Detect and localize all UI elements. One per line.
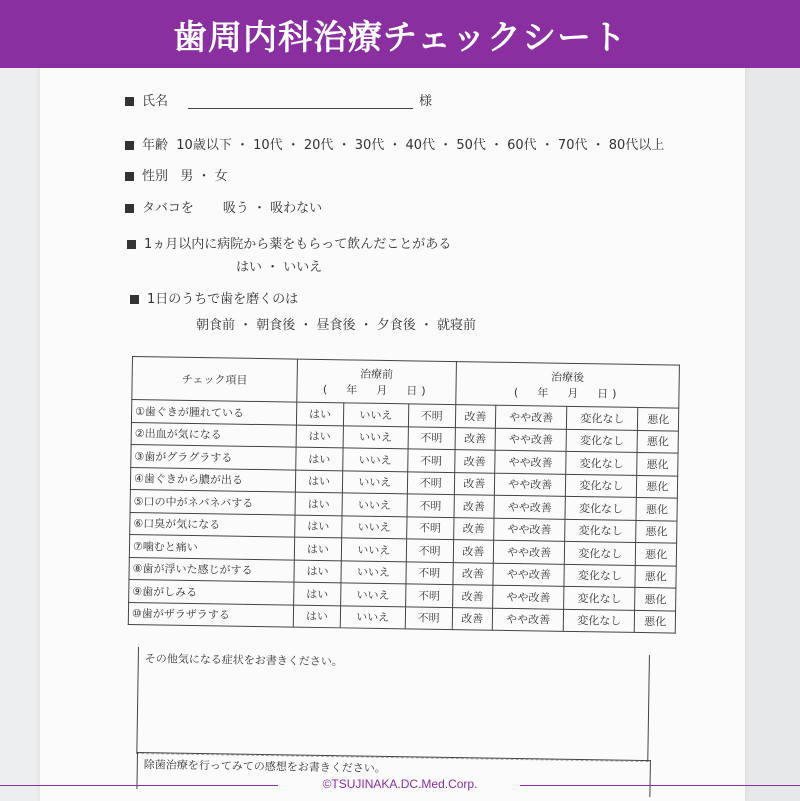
before-option[interactable]: 不明: [406, 561, 453, 584]
background-left: [0, 0, 40, 801]
check-item-label: ①歯ぐきが腫れている: [131, 400, 296, 425]
after-option[interactable]: 変化なし: [566, 474, 638, 498]
after-option[interactable]: 改善: [453, 562, 494, 585]
before-option[interactable]: はい: [296, 447, 343, 470]
name-label: 氏名: [142, 94, 169, 109]
after-option[interactable]: 変化なし: [566, 429, 638, 453]
before-option[interactable]: 不明: [408, 426, 455, 449]
gender-label: 性別: [142, 169, 169, 184]
before-option[interactable]: 不明: [405, 584, 452, 607]
other-symptoms-prompt: その他気になる症状をお書きください。: [144, 652, 343, 669]
after-option[interactable]: 変化なし: [563, 609, 635, 633]
before-option[interactable]: いいえ: [343, 448, 408, 472]
after-option[interactable]: 悪化: [636, 520, 677, 543]
age-options[interactable]: 10歳以下 ・ 10代 ・ 20代 ・ 30代 ・ 40代 ・ 50代 ・ 60代 ・ 70代 ・ 80代以上: [176, 138, 665, 153]
before-option[interactable]: 不明: [407, 449, 454, 472]
brushing-options[interactable]: 朝食前 ・ 朝食後 ・ 昼食後 ・ 夕食後 ・ 就寝前: [196, 318, 477, 333]
before-option[interactable]: 不明: [406, 539, 453, 562]
before-option[interactable]: いいえ: [342, 493, 407, 517]
after-option[interactable]: 改善: [455, 427, 496, 450]
after-option[interactable]: 改善: [452, 607, 493, 630]
check-item-label: ②出血が気になる: [131, 422, 296, 447]
after-option[interactable]: やや改善: [495, 405, 567, 429]
tobacco-label: タバコを: [142, 201, 194, 216]
name-row: [125, 90, 432, 109]
bullet-icon: [125, 172, 134, 181]
after-option[interactable]: 悪化: [635, 610, 676, 633]
bullet-icon: [125, 204, 134, 213]
check-item-label: ⑦噛むと痛い: [129, 534, 294, 559]
age-row: [125, 134, 664, 153]
after-option[interactable]: 改善: [454, 472, 495, 495]
after-option[interactable]: 変化なし: [565, 541, 637, 565]
after-option[interactable]: やや改善: [494, 495, 566, 519]
item-header: チェック項目: [132, 357, 298, 403]
before-option[interactable]: いいえ: [342, 515, 407, 539]
brushing-row: [130, 288, 298, 307]
after-option[interactable]: 変化なし: [567, 406, 639, 430]
before-option[interactable]: 不明: [407, 494, 454, 517]
after-option[interactable]: 変化なし: [564, 586, 636, 610]
before-option[interactable]: 不明: [407, 471, 454, 494]
other-symptoms-box[interactable]: [136, 647, 650, 762]
after-option[interactable]: 改善: [454, 450, 495, 473]
after-option[interactable]: やや改善: [494, 518, 566, 542]
before-option[interactable]: 不明: [405, 606, 452, 629]
footer-divider-left: [0, 785, 278, 786]
after-option[interactable]: やや改善: [492, 608, 564, 632]
before-option[interactable]: いいえ: [342, 470, 407, 494]
after-option[interactable]: 改善: [453, 540, 494, 563]
before-option[interactable]: 不明: [408, 404, 455, 427]
bullet-icon: [127, 240, 136, 249]
check-item-label: ⑥口臭が気になる: [130, 512, 295, 537]
page-title: 歯周内科治療チェックシート: [173, 17, 627, 58]
before-option[interactable]: はい: [296, 425, 343, 448]
check-item-label: ④歯ぐきから膿が出る: [130, 467, 295, 492]
after-option[interactable]: 変化なし: [565, 496, 637, 520]
after-option[interactable]: 悪化: [638, 430, 679, 453]
tobacco-options[interactable]: 吸う ・ 吸わない: [222, 201, 323, 216]
after-option[interactable]: 改善: [454, 495, 495, 518]
after-option[interactable]: やや改善: [493, 563, 565, 587]
after-option[interactable]: やや改善: [495, 428, 567, 452]
after-option[interactable]: やや改善: [493, 540, 565, 564]
before-option[interactable]: はい: [295, 515, 342, 538]
after-option[interactable]: 改善: [453, 517, 494, 540]
after-option[interactable]: 改善: [452, 585, 493, 608]
before-option[interactable]: はい: [294, 582, 341, 605]
bullet-icon: [125, 97, 134, 106]
before-header: 治療前 ( 年 月 日): [297, 359, 456, 404]
after-option[interactable]: やや改善: [495, 450, 567, 474]
after-option[interactable]: 悪化: [638, 407, 679, 430]
before-option[interactable]: いいえ: [341, 583, 406, 607]
bullet-icon: [130, 295, 139, 304]
medicine-options[interactable]: はい ・ いいえ: [236, 260, 323, 275]
before-option[interactable]: はい: [294, 560, 341, 583]
age-label: 年齢: [142, 138, 169, 153]
after-option[interactable]: 悪化: [635, 565, 676, 588]
before-option[interactable]: 不明: [406, 516, 453, 539]
bullet-icon: [125, 141, 134, 150]
after-option[interactable]: 変化なし: [566, 451, 638, 475]
before-option[interactable]: はい: [295, 470, 342, 493]
before-option[interactable]: いいえ: [340, 605, 405, 629]
before-option[interactable]: はい: [294, 537, 341, 560]
after-header: 治療後 ( 年 月 日): [455, 362, 679, 409]
check-item-label: ⑩歯がザラザラする: [128, 602, 293, 627]
gender-row: [125, 165, 228, 184]
before-option[interactable]: いいえ: [343, 425, 408, 449]
check-item-label: ⑨歯がしみる: [129, 579, 294, 604]
name-field[interactable]: [188, 96, 413, 109]
before-option[interactable]: はい: [293, 605, 340, 628]
after-option[interactable]: やや改善: [494, 473, 566, 497]
after-option[interactable]: 悪化: [637, 452, 678, 475]
check-table: [128, 356, 680, 634]
tobacco-row: [125, 197, 322, 216]
before-option[interactable]: いいえ: [341, 538, 406, 562]
after-option[interactable]: 悪化: [635, 587, 676, 610]
check-item-label: ⑧歯が浮いた感じがする: [129, 557, 294, 582]
gender-options[interactable]: 男 ・ 女: [180, 169, 228, 184]
copyright: ©TSUJINAKA.DC.Med.Corp.: [322, 777, 478, 791]
after-option[interactable]: 悪化: [636, 542, 677, 565]
before-option[interactable]: はい: [296, 402, 343, 425]
medicine-row: [127, 233, 451, 252]
check-item-label: ⑤口の中がネバネバする: [130, 489, 295, 514]
after-option[interactable]: 改善: [455, 405, 496, 428]
footer-divider-right: [520, 785, 800, 786]
check-item-label: ③歯がグラグラする: [131, 444, 296, 469]
after-option[interactable]: やや改善: [493, 585, 565, 609]
name-suffix: 様: [419, 94, 433, 109]
after-option[interactable]: 悪化: [637, 475, 678, 498]
brushing-question: 1日のうちで歯を磨くのは: [147, 292, 299, 307]
after-option[interactable]: 変化なし: [565, 519, 637, 543]
after-option[interactable]: 悪化: [636, 497, 677, 520]
background-right: [745, 0, 800, 801]
before-option[interactable]: はい: [295, 492, 342, 515]
after-option[interactable]: 変化なし: [564, 564, 636, 588]
before-option[interactable]: いいえ: [341, 560, 406, 584]
impression-prompt: 除菌治療を行ってみての感想をお書きください。: [143, 758, 386, 775]
medicine-question: 1ヵ月以内に病院から薬をもらって飲んだことがある: [144, 237, 452, 252]
before-option[interactable]: いいえ: [343, 403, 408, 427]
